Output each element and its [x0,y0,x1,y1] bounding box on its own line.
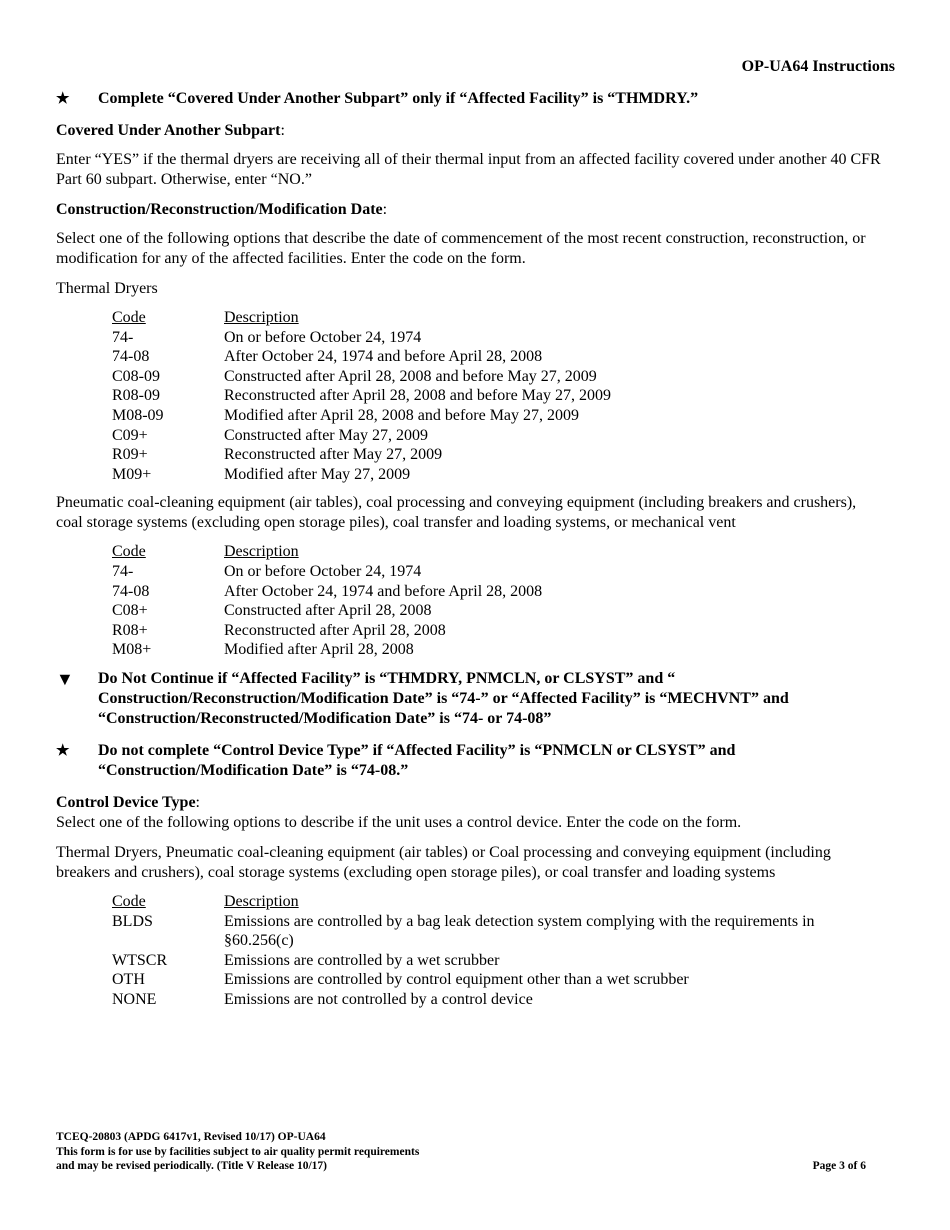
footer-form-id: TCEQ-20803 (APDG 6417v1, Revised 10/17) OP-UA64 [56,1131,326,1143]
table-row [112,562,884,582]
code-cell: R08-09 [112,387,160,405]
description-cell: Constructed after April 28, 2008 and before May 27, 2009 [224,367,597,385]
table-row [112,367,884,387]
page-header-title: OP-UA64 Instructions [741,58,895,75]
control-device-code-table [112,892,884,1010]
description-cell: Constructed after May 27, 2009 [224,426,428,444]
description-cell: Emissions are controlled by a bag leak detection system complying with the requirements in §60.256(c) [224,912,815,950]
note-control-device [56,741,886,781]
code-cell: OTH [112,971,145,989]
description-cell: Constructed after April 28, 2008 [224,602,432,620]
code-cell: 74- [112,562,134,580]
description-cell: Emissions are controlled by control equipment other than a wet scrubber [224,971,689,989]
description-cell: After October 24, 1974 and before April 28, 2008 [224,582,543,600]
code-cell: C08-09 [112,367,160,385]
code-cell: M08-09 [112,406,164,424]
page-footer [56,1130,866,1174]
table-row [112,951,884,971]
control-heading [56,793,886,813]
code-cell: M09+ [112,465,152,483]
covered-text: Enter “YES” if the thermal dryers are receiving all of their thermal input from an affected facility covered under another 40 CFR Part 60 subpart. Otherwise, enter “NO.” [56,151,881,188]
table2-caption: Pneumatic coal-cleaning equipment (air tables), coal processing and conveying equipment (including breakers and crushers), coal storage systems (excluding open storage piles), coal transfer and loading systems, or mechanical vent [56,494,857,532]
covered-heading [56,121,886,141]
description-header: Description [224,543,299,561]
description-cell: After October 24, 1974 and before April 28, 2008 [224,348,543,366]
table-row [112,990,884,1010]
table1-caption: Thermal Dryers [56,280,158,297]
table-header-row [112,308,884,328]
note-control-device-text: Do not complete “Control Device Type” if “Affected Facility” is “PNMCLN or CLSYST” and “Construction/Modification Date” is “74-08.” [98,741,736,779]
code-cell: 74- [112,328,134,346]
table-row [112,445,884,465]
code-cell: WTSCR [112,951,168,969]
control-heading-colon: : [195,793,200,811]
code-cell: R09+ [112,446,148,464]
table-row [112,465,884,485]
code-cell: NONE [112,990,157,1008]
description-header: Description [224,892,299,910]
description-cell: Emissions are controlled by a wet scrubber [224,951,500,969]
table-row [112,621,884,641]
construction-heading-colon: : [382,201,388,218]
code-cell: R08+ [112,621,148,639]
note-covered [56,89,886,109]
description-cell: On or before October 24, 1974 [224,562,422,580]
note-do-not-continue-text: Do Not Continue if “Affected Facility” is “THMDRY, PNMCLN, or CLSYST” and “ Construction/Reconstruction/Modification Date” is “74-” or “Affected Facility” is “MECHVNT” and “Construction/Reconstructed/Modification Date” is “74- or 74-08” [98,669,789,727]
note-covered-text: Complete “Covered Under Another Subpart” only if “Affected Facility” is “THMDRY.” [98,90,699,107]
code-header: Code [112,892,146,910]
table-row [112,970,884,990]
description-cell: Emissions are not controlled by a control device [224,990,533,1008]
construction-heading-text: Construction/Reconstruction/Modification Date [56,201,383,218]
description-header: Description [224,309,299,326]
code-header: Code [112,543,146,561]
footer-release-note: and may be revised periodically. (Title V Release 10/17) [56,1160,327,1172]
table-header-row [112,542,884,562]
description-cell: Modified after April 28, 2008 [224,641,414,659]
covered-heading-colon: : [280,122,285,139]
page-number: Page 3 of 6 [812,1160,866,1172]
table-row [112,406,884,426]
triangle-down-icon: ▼ [56,668,74,689]
star-icon: ★ [56,91,70,107]
construction-heading [56,200,886,220]
table-row [112,386,884,406]
control-text: Select one of the following options to describe if the unit uses a control device. Enter the code on the form. [56,813,742,831]
table-row [112,912,884,951]
description-cell: Reconstructed after April 28, 2008 [224,621,446,639]
code-header: Code [112,309,146,326]
table-row [112,347,884,367]
code-cell: C09+ [112,426,148,444]
description-cell: Reconstructed after May 27, 2009 [224,446,443,464]
code-cell: C08+ [112,602,148,620]
table-row [112,640,884,660]
code-cell: M08+ [112,641,152,659]
pneumatic-equipment-code-table [112,542,884,660]
footer-usage-note: This form is for use by facilities subject to air quality permit requirements [56,1145,420,1158]
code-cell: 74-08 [112,582,150,600]
code-cell: BLDS [112,912,153,930]
control-heading-text: Control Device Type [56,793,196,811]
description-cell: Modified after May 27, 2009 [224,465,411,483]
table-header-row [112,892,884,912]
description-cell: Modified after April 28, 2008 and before May 27, 2009 [224,406,580,424]
table-row [112,582,884,602]
description-cell: On or before October 24, 1974 [224,328,422,346]
table-row [112,601,884,621]
control-caption: Thermal Dryers, Pneumatic coal-cleaning equipment (air tables) or Coal processing and conveying equipment (including breakers and crushers), coal storage systems (excluding open storage piles), or coal transfer and loading systems [56,843,831,881]
covered-heading-text: Covered Under Another Subpart [56,122,281,139]
note-do-not-continue [56,669,886,729]
document-body [56,89,886,1018]
description-cell: Reconstructed after April 28, 2008 and before May 27, 2009 [224,387,612,405]
code-cell: 74-08 [112,348,150,366]
table-row [112,328,884,348]
star-icon: ★ [56,742,70,759]
thermal-dryers-code-table [112,308,884,484]
table-row [112,426,884,446]
construction-text: Select one of the following options that describe the date of commencement of the most recent construction, reconstruction, or modification for any of the affected facilities. Enter the code on the form. [56,230,866,267]
